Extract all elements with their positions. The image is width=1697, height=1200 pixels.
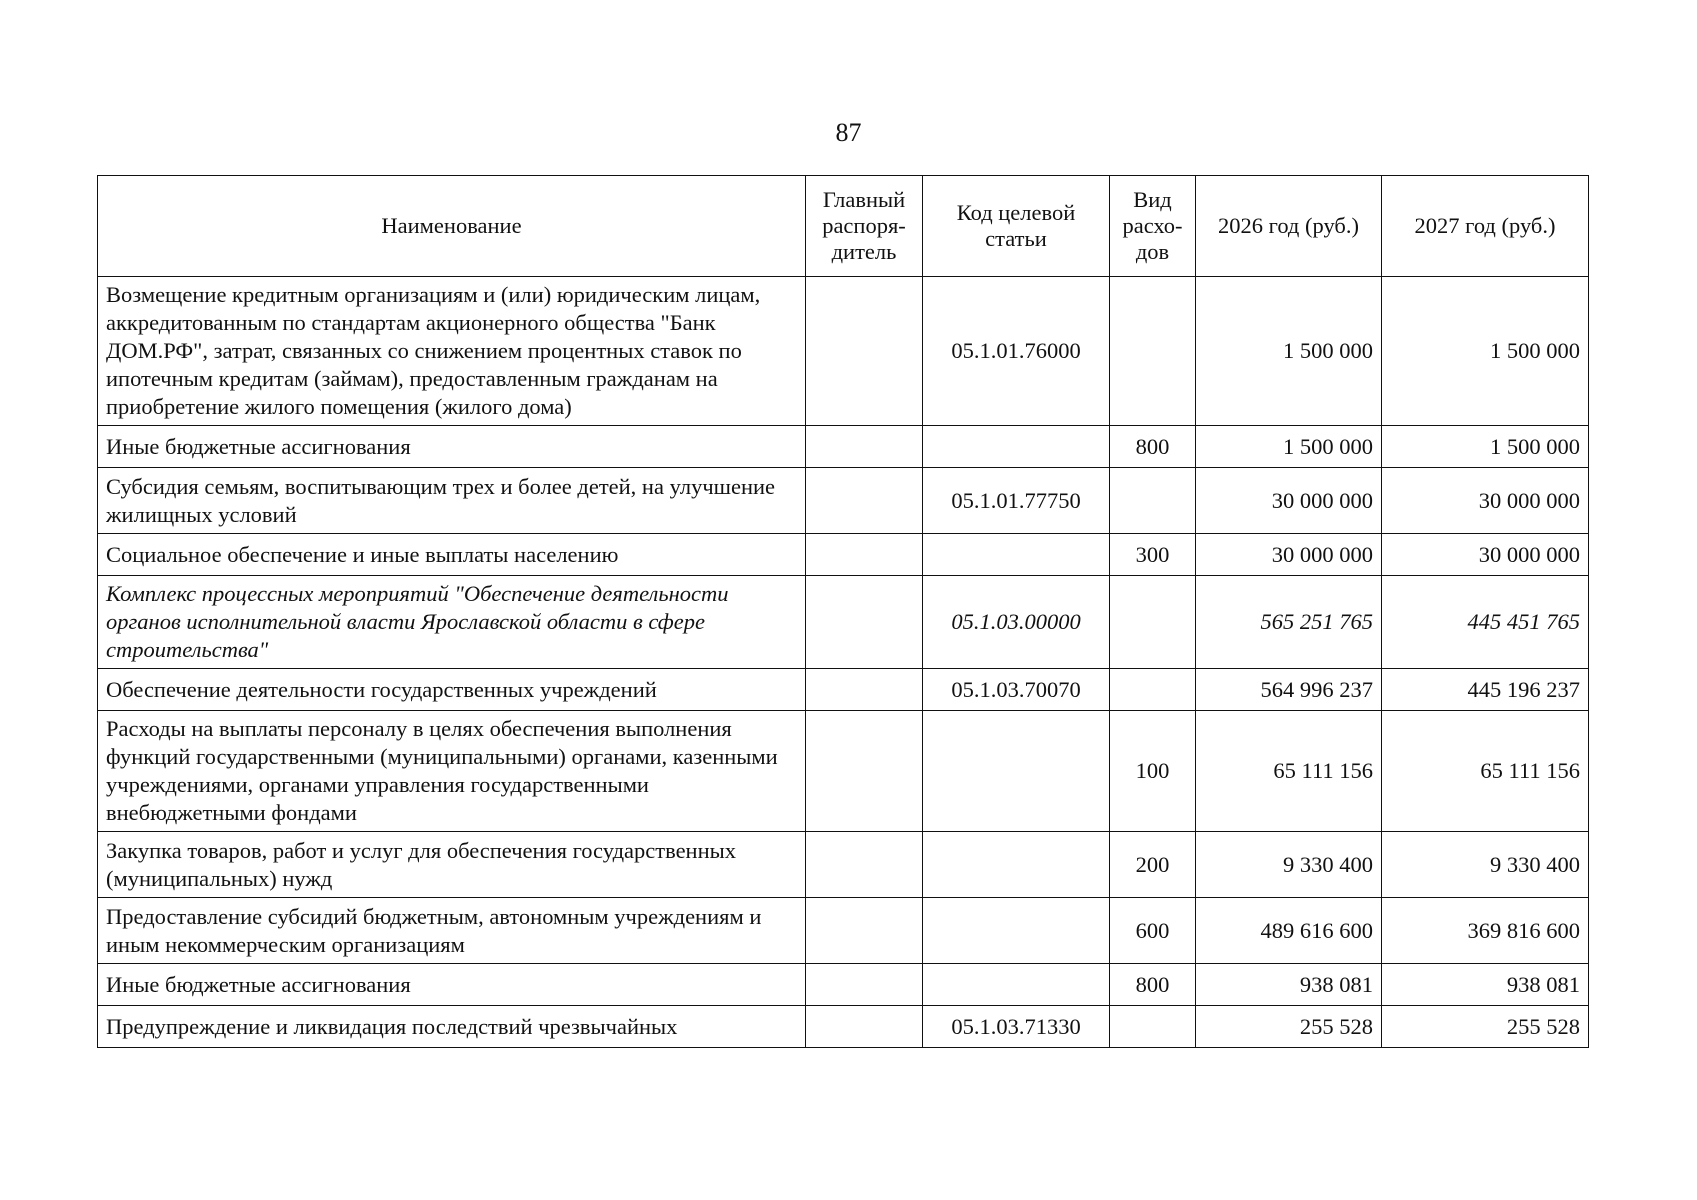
table-row bbox=[98, 711, 1589, 832]
table-row bbox=[98, 964, 1589, 1006]
cell-name: Социальное обеспечение и иные выплаты населению bbox=[98, 534, 806, 576]
header-type: Вид расхо-дов bbox=[1110, 176, 1196, 277]
cell-2026: 1 500 000 bbox=[1196, 277, 1382, 426]
cell-manager bbox=[806, 534, 923, 576]
cell-2026: 938 081 bbox=[1196, 964, 1382, 1006]
table-row bbox=[98, 832, 1589, 898]
header-name: Наименование bbox=[98, 176, 806, 277]
table-row bbox=[98, 576, 1589, 669]
cell-code bbox=[923, 832, 1110, 898]
header-2026: 2026 год (руб.) bbox=[1196, 176, 1382, 277]
cell-2027: 938 081 bbox=[1382, 964, 1589, 1006]
cell-manager bbox=[806, 277, 923, 426]
cell-2026: 564 996 237 bbox=[1196, 669, 1382, 711]
cell-manager bbox=[806, 1006, 923, 1048]
cell-2026: 65 111 156 bbox=[1196, 711, 1382, 832]
cell-manager bbox=[806, 832, 923, 898]
cell-manager bbox=[806, 468, 923, 534]
table-row bbox=[98, 468, 1589, 534]
cell-name: Предоставление субсидий бюджетным, автономным учреждениям и иным некоммерческим организациям bbox=[98, 898, 806, 964]
cell-name: Расходы на выплаты персоналу в целях обеспечения выполнения функций государственными (муниципальными) органами, казенными учреждениями, органами управления государственными внебюджетными фондами bbox=[98, 711, 806, 832]
cell-type: 800 bbox=[1110, 426, 1196, 468]
table-row bbox=[98, 277, 1589, 426]
cell-2027: 1 500 000 bbox=[1382, 426, 1589, 468]
cell-code bbox=[923, 426, 1110, 468]
cell-2027: 65 111 156 bbox=[1382, 711, 1589, 832]
cell-code: 05.1.03.00000 bbox=[923, 576, 1110, 669]
cell-manager bbox=[806, 964, 923, 1006]
budget-table bbox=[97, 175, 1589, 1048]
cell-name: Субсидия семьям, воспитывающим трех и более детей, на улучшение жилищных условий bbox=[98, 468, 806, 534]
cell-2027: 255 528 bbox=[1382, 1006, 1589, 1048]
cell-name: Комплекс процессных мероприятий "Обеспечение деятельности органов исполнительной власти Ярославской области в сфере строительства" bbox=[98, 576, 806, 669]
cell-2026: 9 330 400 bbox=[1196, 832, 1382, 898]
cell-name: Предупреждение и ликвидация последствий чрезвычайных bbox=[98, 1006, 806, 1048]
cell-name: Возмещение кредитным организациям и (или) юридическим лицам, аккредитованным по стандартам акционерного общества "Банк ДОМ.РФ", затрат, связанных со снижением процентных ставок по ипотечным кредитам (займам), предоставленным гражданам на приобретение жилого помещения (жилого дома) bbox=[98, 277, 806, 426]
table-row bbox=[98, 534, 1589, 576]
cell-2026: 30 000 000 bbox=[1196, 534, 1382, 576]
cell-code: 05.1.03.71330 bbox=[923, 1006, 1110, 1048]
cell-type bbox=[1110, 1006, 1196, 1048]
cell-type bbox=[1110, 277, 1196, 426]
cell-manager bbox=[806, 576, 923, 669]
cell-type: 600 bbox=[1110, 898, 1196, 964]
table-row bbox=[98, 426, 1589, 468]
cell-type bbox=[1110, 576, 1196, 669]
cell-manager bbox=[806, 898, 923, 964]
header-2027: 2027 год (руб.) bbox=[1382, 176, 1589, 277]
cell-code: 05.1.01.76000 bbox=[923, 277, 1110, 426]
table-body bbox=[98, 277, 1589, 1048]
cell-2027: 30 000 000 bbox=[1382, 534, 1589, 576]
cell-name: Иные бюджетные ассигнования bbox=[98, 964, 806, 1006]
cell-name: Обеспечение деятельности государственных учреждений bbox=[98, 669, 806, 711]
cell-type: 200 bbox=[1110, 832, 1196, 898]
cell-manager bbox=[806, 711, 923, 832]
cell-type: 100 bbox=[1110, 711, 1196, 832]
header-code: Код целевой статьи bbox=[923, 176, 1110, 277]
cell-code bbox=[923, 711, 1110, 832]
page-number: 87 bbox=[835, 118, 862, 147]
cell-2027: 1 500 000 bbox=[1382, 277, 1589, 426]
cell-2027: 445 451 765 bbox=[1382, 576, 1589, 669]
cell-code bbox=[923, 534, 1110, 576]
cell-2026: 489 616 600 bbox=[1196, 898, 1382, 964]
cell-2026: 30 000 000 bbox=[1196, 468, 1382, 534]
cell-type: 800 bbox=[1110, 964, 1196, 1006]
cell-2026: 565 251 765 bbox=[1196, 576, 1382, 669]
cell-manager bbox=[806, 669, 923, 711]
table-header-row bbox=[98, 176, 1589, 277]
cell-code bbox=[923, 964, 1110, 1006]
cell-name: Закупка товаров, работ и услуг для обеспечения государственных (муниципальных) нужд bbox=[98, 832, 806, 898]
cell-name: Иные бюджетные ассигнования bbox=[98, 426, 806, 468]
cell-2027: 369 816 600 bbox=[1382, 898, 1589, 964]
cell-code: 05.1.01.77750 bbox=[923, 468, 1110, 534]
cell-2027: 9 330 400 bbox=[1382, 832, 1589, 898]
cell-2026: 255 528 bbox=[1196, 1006, 1382, 1048]
cell-type bbox=[1110, 468, 1196, 534]
cell-code: 05.1.03.70070 bbox=[923, 669, 1110, 711]
cell-2026: 1 500 000 bbox=[1196, 426, 1382, 468]
header-manager: Главный распоря-дитель bbox=[806, 176, 923, 277]
cell-manager bbox=[806, 426, 923, 468]
table-row bbox=[98, 898, 1589, 964]
table-row bbox=[98, 669, 1589, 711]
cell-code bbox=[923, 898, 1110, 964]
cell-type: 300 bbox=[1110, 534, 1196, 576]
cell-2027: 445 196 237 bbox=[1382, 669, 1589, 711]
table-row bbox=[98, 1006, 1589, 1048]
cell-type bbox=[1110, 669, 1196, 711]
cell-2027: 30 000 000 bbox=[1382, 468, 1589, 534]
